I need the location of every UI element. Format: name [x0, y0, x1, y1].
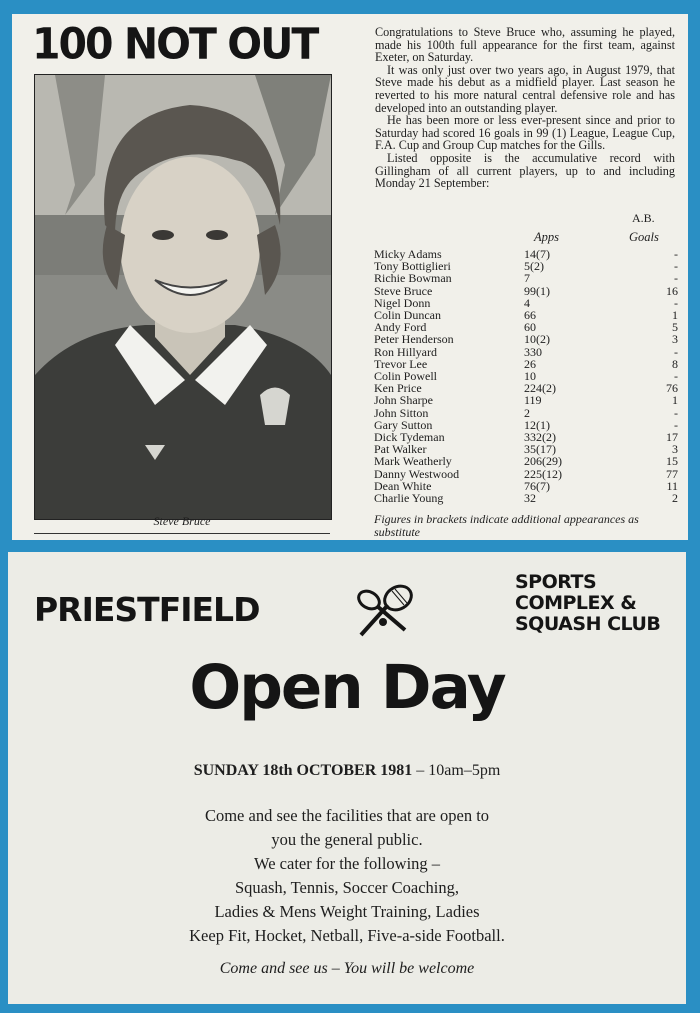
- player-goals: 5: [672, 320, 678, 335]
- player-apps: 5(2): [524, 259, 544, 274]
- player-goals: 11: [666, 478, 678, 493]
- advert-line: Squash, Tennis, Soccer Coaching,: [234, 878, 459, 897]
- article-paragraph: He has been more or less ever-present since and prior to Saturday had scored 16 goals in 99 (1) League, League Cup, F.A. Cup and Group Cup matches for the Gills.: [375, 113, 675, 153]
- player-apps: 60: [524, 320, 536, 335]
- player-goals: 76: [666, 381, 678, 396]
- article-body: [375, 26, 675, 190]
- player-goals: -: [674, 369, 678, 384]
- player-goals: 1: [672, 308, 678, 323]
- player-name: Trevor Lee: [374, 356, 428, 371]
- table-row: [374, 394, 678, 406]
- player-name: Richie Bowman: [374, 271, 452, 286]
- table-row: [374, 272, 678, 284]
- table-row: [374, 492, 678, 504]
- table-row: [374, 346, 678, 358]
- player-apps: 99(1): [524, 283, 550, 298]
- player-name: Tony Bottiglieri: [374, 259, 451, 274]
- player-goals: 17: [666, 430, 678, 445]
- goals-column-header: Goals: [629, 230, 659, 244]
- advert-line: We cater for the following –: [253, 854, 441, 873]
- player-apps: 119: [524, 393, 542, 408]
- player-name: John Sitton: [374, 405, 429, 420]
- player-name: Gary Sutton: [374, 417, 433, 432]
- player-photo: [34, 74, 332, 520]
- player-name: Ron Hillyard: [374, 344, 437, 359]
- apps-column-header: Apps: [534, 230, 559, 244]
- article-paragraph: Listed opposite is the accumulative record with Gillingham of all current players, up to and including Monday 21 September:: [375, 150, 675, 191]
- player-goals: -: [674, 344, 678, 359]
- player-goals: -: [674, 405, 678, 420]
- player-name: Micky Adams: [374, 247, 442, 261]
- player-apps: 330: [524, 344, 542, 359]
- player-goals: 77: [666, 466, 678, 481]
- player-name: Andy Ford: [374, 320, 427, 335]
- article-paragraph: It was only just over two years ago, in August 1979, that Steve made his debut as a midfield player. Last season he reverted to his more natural central defensive role and has developed into an outstanding player.: [375, 62, 675, 115]
- player-apps: 12(1): [524, 417, 550, 432]
- article-headline: 100 NOT OUT: [32, 18, 318, 70]
- player-goals: -: [674, 247, 678, 261]
- player-name: Steve Bruce: [374, 283, 433, 298]
- player-goals: 2: [672, 491, 678, 506]
- player-name: John Sharpe: [374, 393, 433, 408]
- advert-title: Open Day: [189, 652, 505, 723]
- player-goals: 1: [672, 393, 678, 408]
- player-apps: 35(17): [524, 442, 556, 457]
- club-line: SQUASH CLUB: [515, 613, 661, 635]
- player-apps: 332(2): [524, 430, 556, 445]
- event-time: – 10am–5pm: [416, 762, 501, 779]
- player-name: Danny Westwood: [374, 466, 460, 481]
- player-goals: 16: [666, 283, 678, 298]
- advert-line: Come and see the facilities that are open to: [204, 806, 490, 825]
- player-goals: -: [674, 417, 678, 432]
- crossed-racquets-icon: [343, 580, 423, 645]
- welcome-line: Come and see us – You will be welcome: [219, 960, 475, 977]
- club-logo-text: [515, 572, 660, 635]
- club-line: SPORTS: [515, 571, 597, 593]
- player-apps: 14(7): [524, 247, 550, 261]
- player-apps: 206(29): [524, 454, 562, 469]
- table-row: [374, 333, 678, 345]
- player-name: Mark Weatherly: [374, 454, 452, 469]
- player-goals: 8: [672, 356, 678, 371]
- caption-divider: [34, 533, 330, 534]
- player-apps: 10: [524, 369, 536, 384]
- player-apps: 2: [524, 405, 530, 420]
- player-apps: 10(2): [524, 332, 550, 347]
- player-goals: -: [674, 295, 678, 310]
- player-apps: 225(12): [524, 466, 562, 481]
- player-name: Colin Duncan: [374, 308, 441, 323]
- player-goals: 3: [672, 442, 678, 457]
- player-name: Colin Powell: [374, 369, 438, 384]
- advert-line: you the general public.: [271, 830, 423, 849]
- article-panel: [12, 14, 688, 540]
- table-row: [374, 455, 678, 467]
- player-goals: -: [674, 259, 678, 274]
- player-apps: 26: [524, 356, 536, 371]
- player-apps: 224(2): [524, 381, 556, 396]
- player-apps: 4: [524, 295, 530, 310]
- advert-line: Keep Fit, Hocket, Netball, Five-a-side Football.: [189, 926, 505, 945]
- player-goals: 3: [672, 332, 678, 347]
- player-apps: 66: [524, 308, 536, 323]
- player-name: Peter Henderson: [374, 332, 454, 347]
- event-date-line: [8, 762, 686, 780]
- advert-line: Ladies & Mens Weight Training, Ladies: [214, 902, 480, 921]
- article-byline: A.B.: [632, 211, 655, 225]
- player-name: Dean White: [374, 478, 432, 493]
- player-apps: 7: [524, 271, 530, 286]
- player-name: Charlie Young: [374, 491, 444, 506]
- player-stats-table: [374, 248, 678, 504]
- player-name: Dick Tydeman: [374, 430, 445, 445]
- article-paragraph: Congratulations to Steve Bruce who, assuming he played, made his 100th full appearance for the first team, against Exeter, on Saturday.: [375, 25, 675, 65]
- table-row: [374, 285, 678, 297]
- event-date: SUNDAY 18th OCTOBER 1981: [193, 762, 413, 779]
- player-name: Ken Price: [374, 381, 422, 396]
- advert-panel: [8, 552, 686, 1004]
- player-goals: -: [674, 271, 678, 286]
- club-line: COMPLEX &: [515, 592, 637, 614]
- player-apps: 32: [524, 491, 536, 506]
- table-row: [374, 407, 678, 419]
- venue-name: PRIESTFIELD: [34, 590, 260, 629]
- player-goals: 15: [666, 454, 678, 469]
- advert-body: [8, 804, 686, 948]
- player-name: Pat Walker: [374, 442, 427, 457]
- table-footnote: Figures in brackets indicate additional appearances as substitute: [374, 512, 639, 539]
- player-apps: 76(7): [524, 478, 550, 493]
- player-name: Nigel Donn: [374, 295, 431, 310]
- photo-caption: Steve Bruce: [153, 514, 211, 528]
